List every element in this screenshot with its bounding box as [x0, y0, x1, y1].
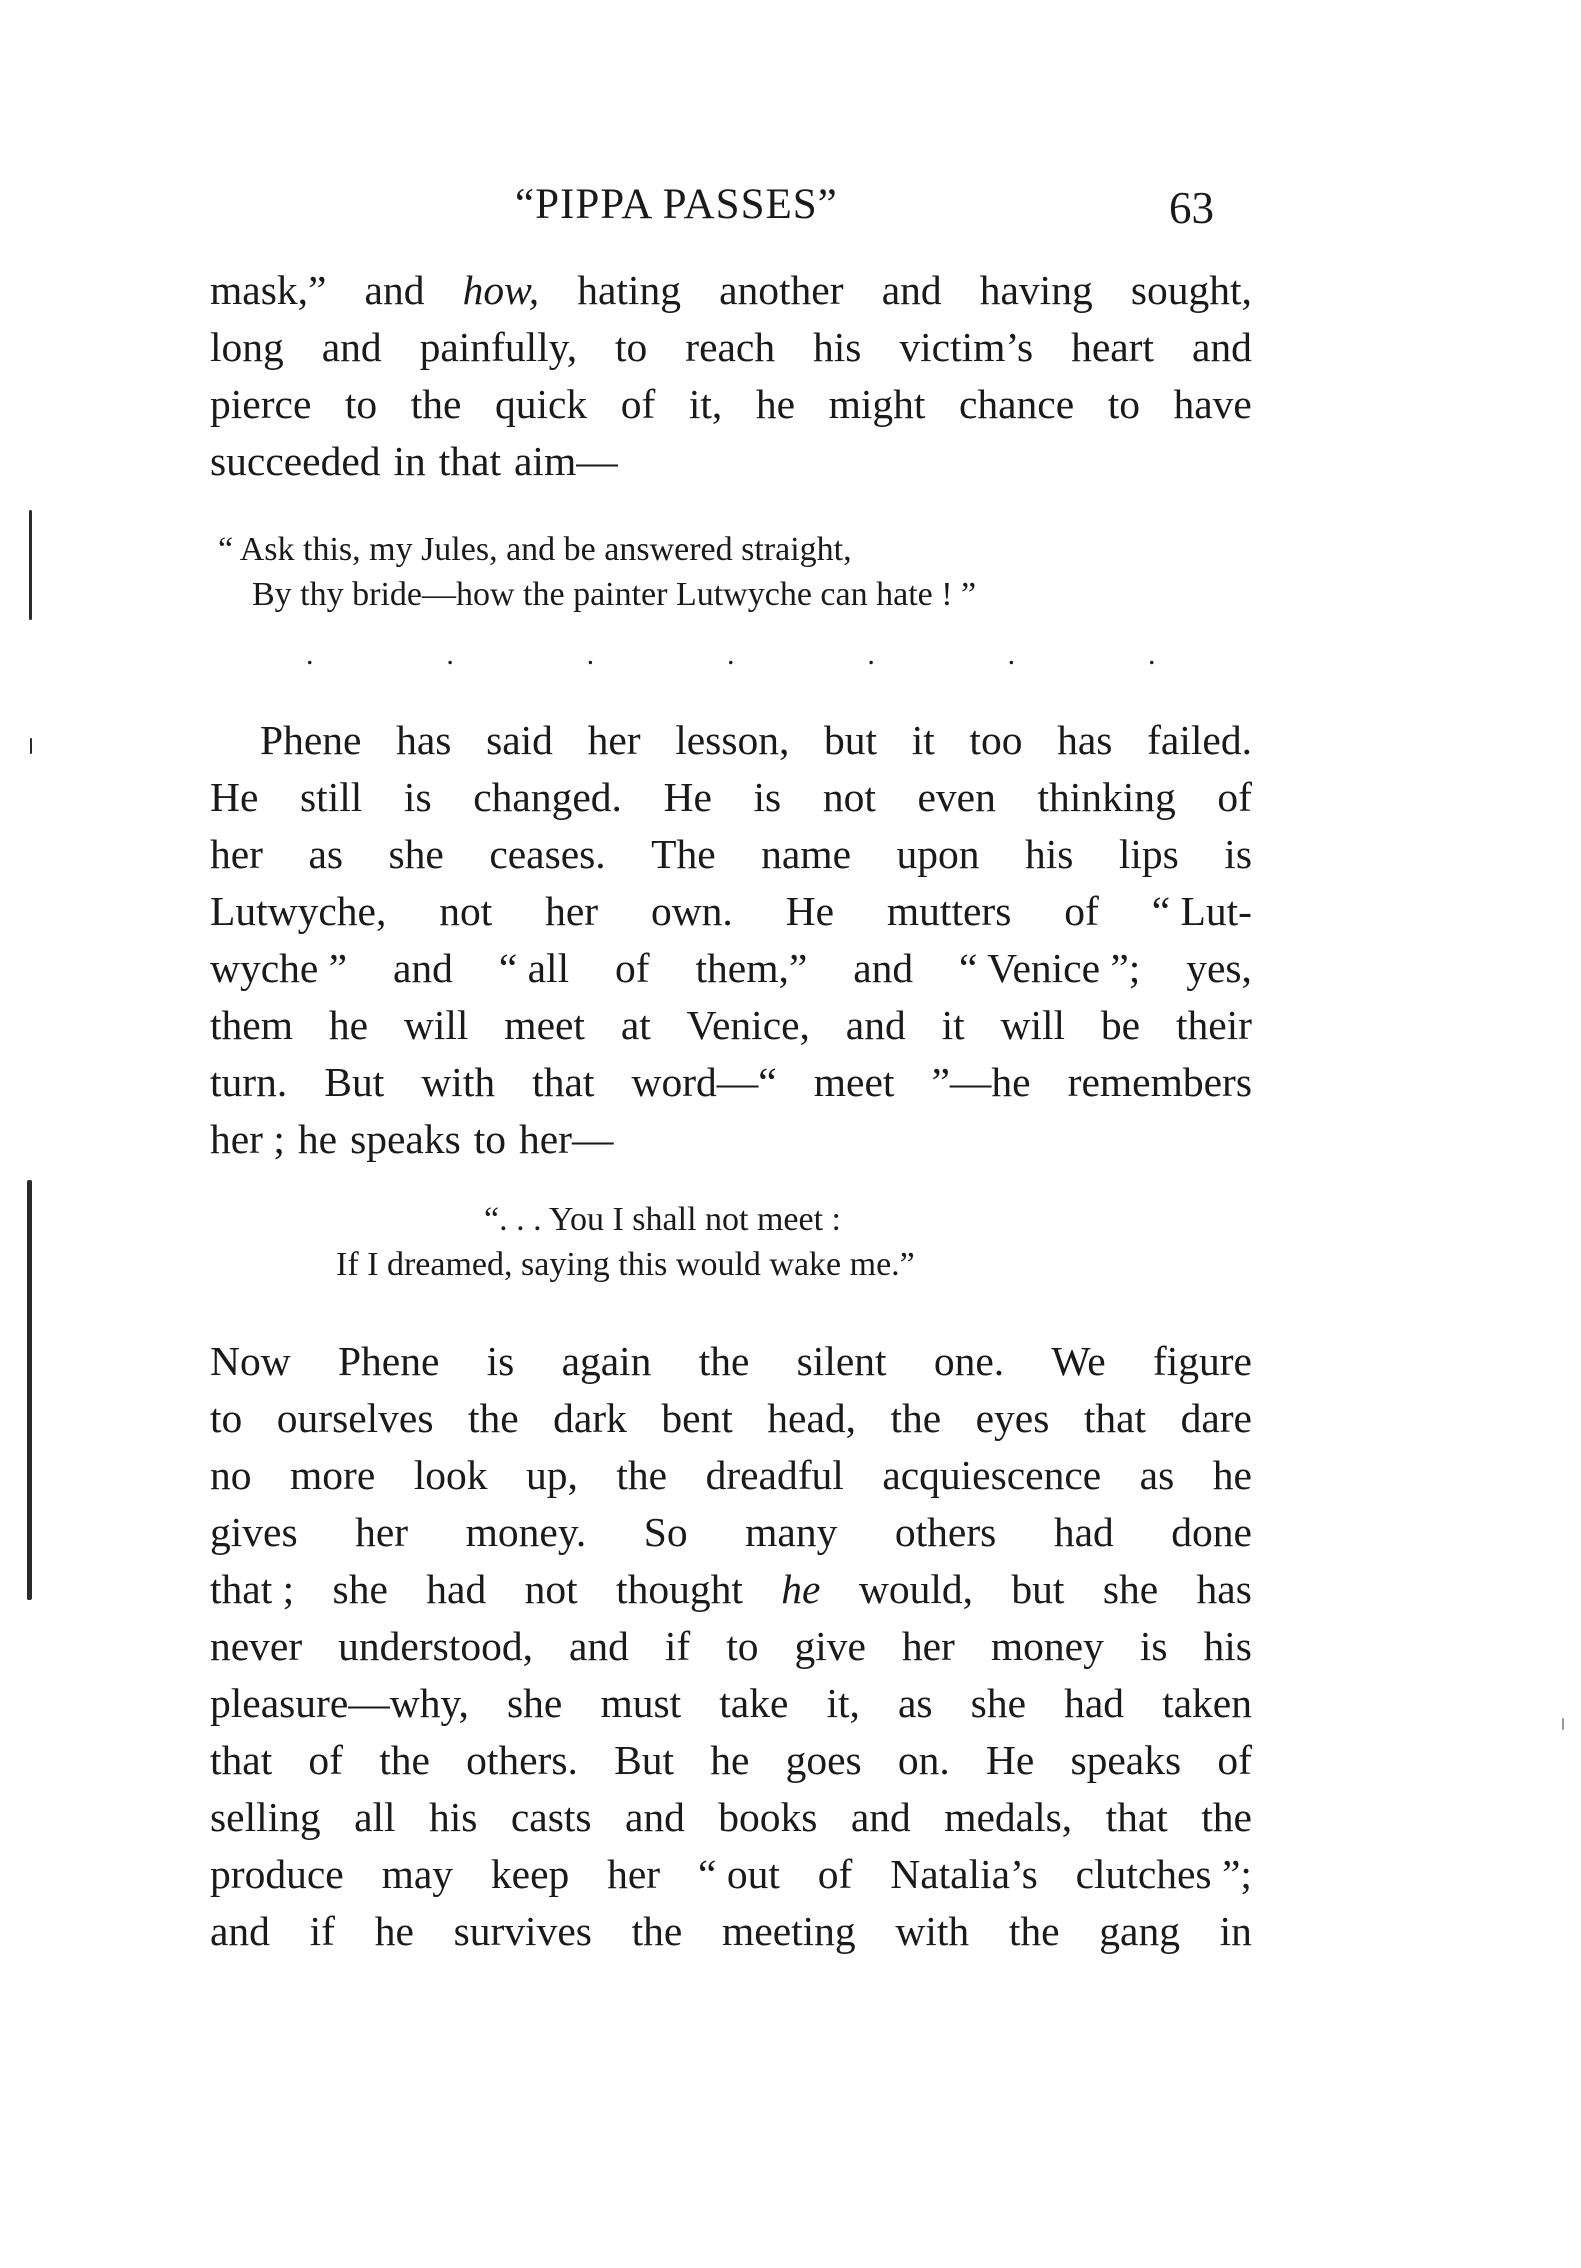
- verse-line: If I dreamed, saying this would wake me.”: [336, 1246, 915, 1283]
- word: He: [210, 774, 259, 820]
- word: survives: [453, 1908, 592, 1954]
- word: he: [374, 1908, 414, 1954]
- word: another: [719, 267, 844, 313]
- text-line: [210, 712, 1252, 769]
- word: Natalia’s: [890, 1851, 1038, 1897]
- word: understood,: [338, 1623, 533, 1669]
- text-line: [210, 1618, 1252, 1675]
- word: goes: [785, 1737, 862, 1783]
- word: Now: [210, 1338, 291, 1384]
- word: thinking: [1037, 774, 1176, 820]
- word: as: [308, 831, 344, 877]
- word: and: [210, 1908, 270, 1954]
- word: “ all: [498, 945, 570, 991]
- word: victim’s: [899, 324, 1034, 370]
- word: meet: [504, 1002, 585, 1048]
- word: gives: [210, 1509, 298, 1555]
- word: long: [210, 324, 284, 370]
- word: pierce: [210, 381, 312, 427]
- word: lips: [1118, 831, 1179, 877]
- word: his: [1203, 1623, 1252, 1669]
- word: her: [545, 888, 599, 934]
- word: “ Lut-: [1151, 888, 1252, 934]
- word: with: [895, 1908, 970, 1954]
- text-line: [210, 376, 1252, 433]
- word: upon: [896, 831, 980, 877]
- word: hating: [577, 267, 681, 313]
- word: speaks: [350, 1116, 461, 1162]
- word: eyes: [975, 1395, 1050, 1441]
- word: dreadful: [705, 1452, 844, 1498]
- word: to: [473, 1116, 506, 1162]
- word: must: [600, 1680, 682, 1726]
- word: meeting: [722, 1908, 856, 1954]
- word: will: [1000, 1002, 1066, 1048]
- word: she: [388, 831, 444, 877]
- word: and: [364, 267, 425, 313]
- verse-quote-1: [218, 527, 976, 617]
- text-line: [210, 1504, 1252, 1561]
- ellipsis-dot: .: [586, 638, 595, 671]
- word: his: [813, 324, 862, 370]
- word: Phene: [260, 717, 362, 763]
- word: that ;: [210, 1566, 295, 1612]
- word: others.: [466, 1737, 578, 1783]
- verse-line: By thy bride—how the painter Lutwyche can hate ! ”: [252, 576, 977, 613]
- ellipsis-dot: .: [726, 638, 735, 671]
- word: has: [396, 717, 452, 763]
- word: dare: [1180, 1395, 1252, 1441]
- word: ceases.: [489, 831, 606, 877]
- word: will: [403, 1002, 469, 1048]
- word: more: [289, 1452, 376, 1498]
- word: and: [1191, 324, 1252, 370]
- word: them,”: [695, 945, 808, 991]
- text-line: [210, 1789, 1252, 1846]
- scan-margin-mark: [27, 1180, 32, 1600]
- word: not: [822, 774, 876, 820]
- word: that: [438, 438, 502, 484]
- verse-line: “. . . You I shall not meet :: [484, 1201, 841, 1238]
- word: books: [718, 1794, 818, 1840]
- text-line: [210, 1390, 1252, 1447]
- word: failed.: [1147, 717, 1252, 763]
- word: of: [1064, 888, 1099, 934]
- word: would,: [858, 1566, 973, 1612]
- word: many: [745, 1509, 838, 1555]
- text-line: [210, 769, 1252, 826]
- word: on.: [897, 1737, 950, 1783]
- word: We: [1051, 1338, 1106, 1384]
- word: casts: [510, 1794, 592, 1840]
- word: too: [969, 717, 1023, 763]
- word: mutters: [886, 888, 1012, 934]
- ellipsis-dot: .: [1147, 638, 1156, 671]
- word: has: [1196, 1566, 1252, 1612]
- word: thought: [616, 1566, 743, 1612]
- word: it,: [688, 381, 723, 427]
- word: to: [210, 1395, 243, 1441]
- text-line: [210, 997, 1252, 1054]
- word: he: [710, 1737, 750, 1783]
- word: word—“: [631, 1059, 777, 1105]
- text-line: [210, 1333, 1252, 1390]
- word: own.: [650, 888, 733, 934]
- word: not: [439, 888, 493, 934]
- word: of: [1217, 1737, 1252, 1783]
- word: she: [1102, 1566, 1159, 1612]
- word: wyche ”: [210, 945, 348, 991]
- word: be: [1100, 1002, 1141, 1048]
- word: to: [615, 324, 648, 370]
- word: is: [1139, 1623, 1168, 1669]
- text-line: [210, 1732, 1252, 1789]
- word: of: [1217, 774, 1252, 820]
- word: he: [297, 1116, 338, 1162]
- scan-margin-mark: [29, 510, 32, 620]
- text-line: [210, 883, 1252, 940]
- word: that: [1105, 1794, 1168, 1840]
- scan-margin-mark: [30, 738, 32, 754]
- page-number: 63: [1169, 183, 1214, 233]
- text-line: [210, 1903, 1252, 1960]
- word: their: [1175, 1002, 1252, 1048]
- word: dark: [553, 1395, 627, 1441]
- word: having: [979, 267, 1093, 313]
- word: that: [532, 1059, 595, 1105]
- word: it: [941, 1002, 965, 1048]
- word: said: [486, 717, 553, 763]
- word: Lutwyche,: [210, 888, 387, 934]
- word: silent: [796, 1338, 887, 1384]
- word: money.: [465, 1509, 587, 1555]
- word: had: [1064, 1680, 1125, 1726]
- ellipsis-dot: .: [1007, 638, 1016, 671]
- word: selling: [210, 1794, 321, 1840]
- text-line: [210, 262, 1252, 319]
- word: of: [308, 1737, 343, 1783]
- word-italic: how,: [462, 267, 540, 313]
- word: he: [755, 381, 796, 427]
- word: in: [1219, 1908, 1252, 1954]
- verse-quote-2: [336, 1197, 915, 1287]
- text-line: [210, 1675, 1252, 1732]
- word: changed.: [473, 774, 622, 820]
- word: to: [1107, 381, 1140, 427]
- word: but: [824, 717, 878, 763]
- word-italic: he: [781, 1566, 821, 1612]
- word: up,: [526, 1452, 578, 1498]
- word: if: [664, 1623, 691, 1669]
- paragraph-1: [210, 262, 1252, 490]
- word: Venice,: [686, 1002, 810, 1048]
- word: the: [616, 1452, 668, 1498]
- word: reach: [685, 324, 776, 370]
- word: name: [761, 831, 852, 877]
- ellipsis-dot: .: [867, 638, 875, 671]
- word: is: [486, 1338, 515, 1384]
- word: ourselves: [276, 1395, 434, 1441]
- word: keep: [490, 1851, 570, 1897]
- word: speaks: [1070, 1737, 1182, 1783]
- word: bent: [661, 1395, 733, 1441]
- word: is: [403, 774, 432, 820]
- running-head: [0, 180, 1581, 240]
- paragraph-3: [210, 1333, 1252, 1960]
- word: them: [210, 1002, 293, 1048]
- word: his: [1024, 831, 1074, 877]
- word: her: [355, 1509, 409, 1555]
- word: her ;: [210, 1116, 285, 1162]
- word: one.: [933, 1338, 1005, 1384]
- word: aim—: [514, 438, 618, 484]
- word: he: [328, 1002, 369, 1048]
- text-line: [210, 319, 1252, 376]
- word: the: [1201, 1794, 1252, 1840]
- word: “ Venice ”;: [959, 945, 1141, 991]
- text-line: [210, 940, 1252, 997]
- word: had: [426, 1566, 487, 1612]
- word: never: [210, 1623, 303, 1669]
- word: his: [429, 1794, 478, 1840]
- word: that: [1083, 1395, 1147, 1441]
- word: lesson,: [675, 717, 790, 763]
- ellipsis-dot: .: [446, 638, 454, 671]
- word: has: [1057, 717, 1113, 763]
- word: still: [300, 774, 363, 820]
- word: He: [785, 888, 835, 934]
- word: mask,”: [210, 267, 327, 313]
- word: had: [1053, 1509, 1114, 1555]
- word: even: [917, 774, 996, 820]
- word: she: [332, 1566, 388, 1612]
- word: yes,: [1186, 945, 1252, 991]
- running-title: “PIPPA PASSES”: [515, 181, 838, 228]
- word: to: [344, 381, 378, 427]
- word: to: [726, 1623, 759, 1669]
- word: He: [663, 774, 712, 820]
- word: pleasure—why,: [210, 1680, 469, 1726]
- word: quick: [494, 381, 588, 427]
- word: head,: [767, 1395, 856, 1441]
- word: money: [990, 1623, 1104, 1669]
- word: taken: [1162, 1680, 1252, 1726]
- word: and: [624, 1794, 685, 1840]
- word: all: [354, 1794, 396, 1840]
- text-line: [210, 1111, 1252, 1168]
- word: her: [587, 717, 641, 763]
- word: she: [970, 1680, 1026, 1726]
- word: heart: [1071, 324, 1155, 370]
- word: But: [614, 1737, 675, 1783]
- word: as: [898, 1680, 933, 1726]
- word: take: [719, 1680, 789, 1726]
- word: ”—he: [931, 1059, 1031, 1105]
- word: the: [410, 381, 462, 427]
- word: and: [845, 1002, 906, 1048]
- word: it,: [826, 1680, 860, 1726]
- word: the: [467, 1395, 519, 1441]
- word: turn.: [210, 1059, 288, 1105]
- word: and: [393, 945, 453, 991]
- word: remembers: [1067, 1059, 1252, 1105]
- word: of: [615, 945, 650, 991]
- word: clutches ”;: [1075, 1851, 1252, 1897]
- word: the: [1008, 1908, 1060, 1954]
- word: he: [1212, 1452, 1252, 1498]
- word: in: [393, 438, 426, 484]
- word: medals,: [944, 1794, 1073, 1840]
- word: no: [210, 1452, 252, 1498]
- text-line: [210, 1561, 1252, 1618]
- word: not: [524, 1566, 578, 1612]
- word: the: [379, 1737, 430, 1783]
- word: He: [985, 1737, 1035, 1783]
- word: her—: [519, 1116, 614, 1162]
- ellipsis-dots: [306, 638, 1156, 672]
- word: of: [620, 381, 656, 427]
- word: The: [651, 831, 716, 877]
- word: sought,: [1130, 267, 1252, 313]
- word: that: [210, 1737, 273, 1783]
- word: meet: [813, 1059, 895, 1105]
- word: and: [321, 324, 382, 370]
- word: the: [698, 1338, 750, 1384]
- word: But: [324, 1059, 385, 1105]
- word: her: [210, 831, 263, 877]
- text-line: [210, 433, 1252, 490]
- word: and: [881, 267, 942, 313]
- word: figure: [1152, 1338, 1252, 1384]
- word: succeeded: [210, 438, 381, 484]
- word: is: [1224, 831, 1252, 877]
- text-line: [210, 826, 1252, 883]
- word: her: [901, 1623, 955, 1669]
- word: of: [817, 1851, 853, 1897]
- word: again: [561, 1338, 652, 1384]
- word: as: [1139, 1452, 1175, 1498]
- word: produce: [210, 1851, 344, 1897]
- paragraph-2: [210, 712, 1252, 1168]
- word: give: [794, 1623, 866, 1669]
- word: Phene: [337, 1338, 440, 1384]
- word: she: [507, 1680, 563, 1726]
- word: and: [853, 945, 914, 991]
- word: may: [381, 1851, 454, 1897]
- text-line: [210, 1447, 1252, 1504]
- word: but: [1011, 1566, 1065, 1612]
- ellipsis-dot: .: [306, 638, 314, 671]
- word: gang: [1099, 1908, 1180, 1954]
- word: at: [620, 1002, 651, 1048]
- word: acquiescence: [882, 1452, 1102, 1498]
- word: and: [850, 1794, 911, 1840]
- word: it: [911, 717, 935, 763]
- word: chance: [958, 381, 1075, 427]
- word: the: [631, 1908, 683, 1954]
- word: might: [828, 381, 926, 427]
- word: with: [421, 1059, 496, 1105]
- word: look: [413, 1452, 488, 1498]
- word: is: [753, 774, 782, 820]
- scan-margin-mark: [1562, 1718, 1564, 1730]
- word: have: [1173, 381, 1252, 427]
- word: if: [309, 1908, 335, 1954]
- word: her: [607, 1851, 661, 1897]
- word: and: [568, 1623, 629, 1669]
- text-line: [210, 1054, 1252, 1111]
- word: others: [894, 1509, 997, 1555]
- text-line: [210, 1846, 1252, 1903]
- word: So: [643, 1509, 688, 1555]
- verse-line: “ Ask this, my Jules, and be answered straight,: [218, 531, 852, 568]
- word: done: [1171, 1509, 1252, 1555]
- word: the: [890, 1395, 942, 1441]
- word: “ out: [698, 1851, 780, 1897]
- word: painfully,: [419, 324, 578, 370]
